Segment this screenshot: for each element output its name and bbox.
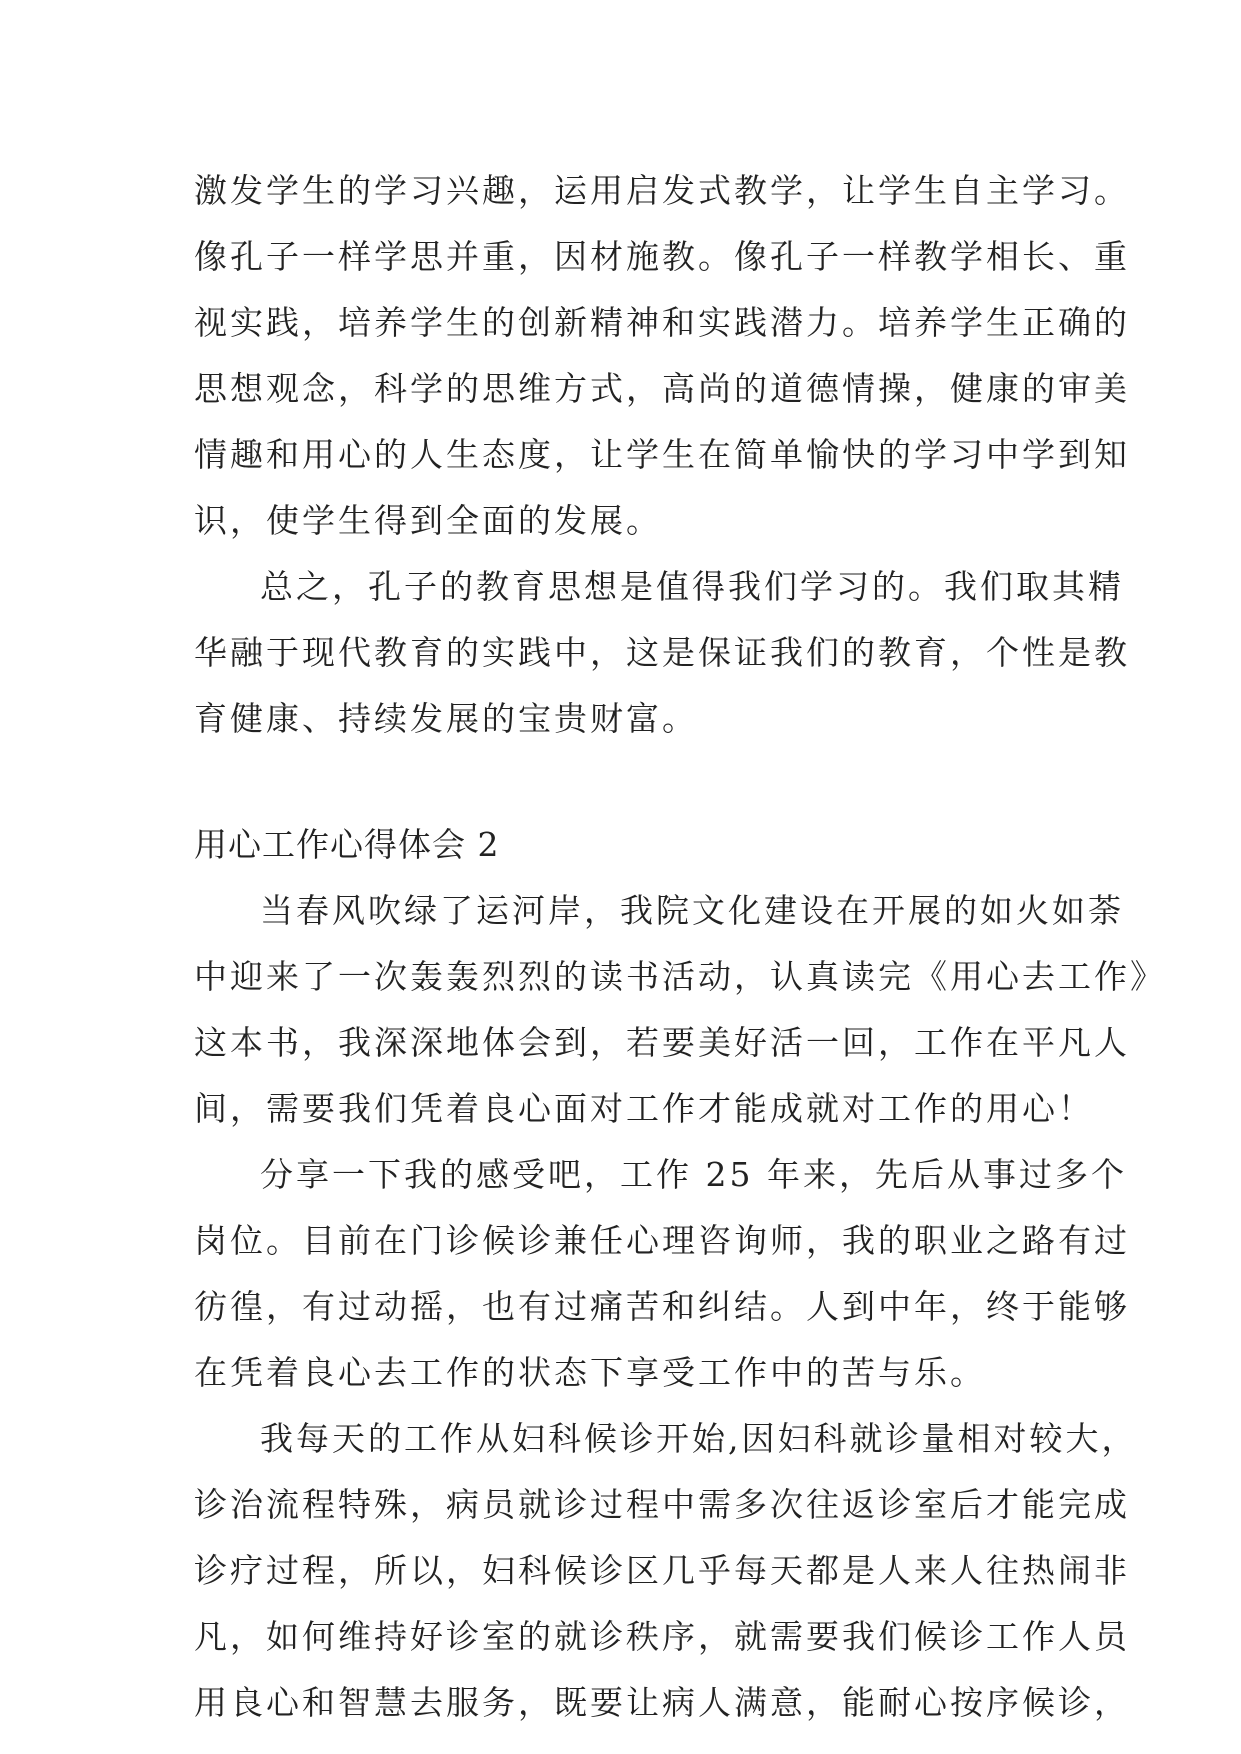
text-line: 凡，如何维持好诊室的就诊秩序，就需要我们候诊工作人员 [194,1617,1130,1656]
text-line: 当春风吹绿了运河岸，我院文化建设在开展的如火如荼 [260,891,1124,930]
paragraph-1 [194,878,1166,1142]
text-line: 诊疗过程，所以，妇科候诊区几乎每天都是人来人往热闹非 [194,1551,1130,1590]
conclusion-paragraph [194,554,1130,752]
paragraph-2 [194,1142,1130,1406]
paragraph-3 [194,1406,1138,1736]
previous-essay-ending [194,158,1130,554]
text-line: 育健康、持续发展的宝贵财富。 [194,699,698,738]
text-line: 中迎来了一次轰轰烈烈的读书活动，认真读完《用心去工作》 [194,957,1166,996]
text-line: 用良心和智慧去服务，既要让病人满意，能耐心按序候诊， [194,1683,1130,1722]
text-line: 像孔子一样学思并重，因材施教。像孔子一样教学相长、重 [194,237,1130,276]
text-line: 我每天的工作从妇科候诊开始,因妇科就诊量相对较大， [260,1419,1138,1458]
text-line: 视实践，培养学生的创新精神和实践潜力。培养学生正确的 [194,303,1130,342]
section-gap [194,752,1054,812]
text-line: 间，需要我们凭着良心面对工作才能成就对工作的用心！ [194,1089,1094,1128]
text-line: 思想观念，科学的思维方式，高尚的道德情操，健康的审美 [194,369,1130,408]
document-body [194,158,1166,1736]
text-line: 激发学生的学习兴趣，运用启发式教学，让学生自主学习。 [194,171,1130,210]
text-line: 情趣和用心的人生态度，让学生在简单愉快的学习中学到知 [194,435,1130,474]
text-line: 总之，孔子的教育思想是值得我们学习的。我们取其精 [260,567,1124,606]
text-line: 分享一下我的感受吧，工作 25 年来，先后从事过多个 [260,1155,1127,1194]
text-line: 华融于现代教育的实践中，这是保证我们的教育，个性是教 [194,633,1130,672]
text-line: 诊治流程特殊，病员就诊过程中需多次往返诊室后才能完成 [194,1485,1130,1524]
text-line: 这本书，我深深地体会到，若要美好活一回，工作在平凡人 [194,1023,1130,1062]
text-line: 岗位。目前在门诊候诊兼任心理咨询师，我的职业之路有过 [194,1221,1130,1260]
section-title: 用心工作心得体会 2 [194,825,500,864]
text-line: 识，使学生得到全面的发展。 [194,501,662,540]
text-line: 彷徨，有过动摇，也有过痛苦和纠结。人到中年，终于能够 [194,1287,1130,1326]
text-line: 在凭着良心去工作的状态下享受工作中的苦与乐。 [194,1353,986,1392]
